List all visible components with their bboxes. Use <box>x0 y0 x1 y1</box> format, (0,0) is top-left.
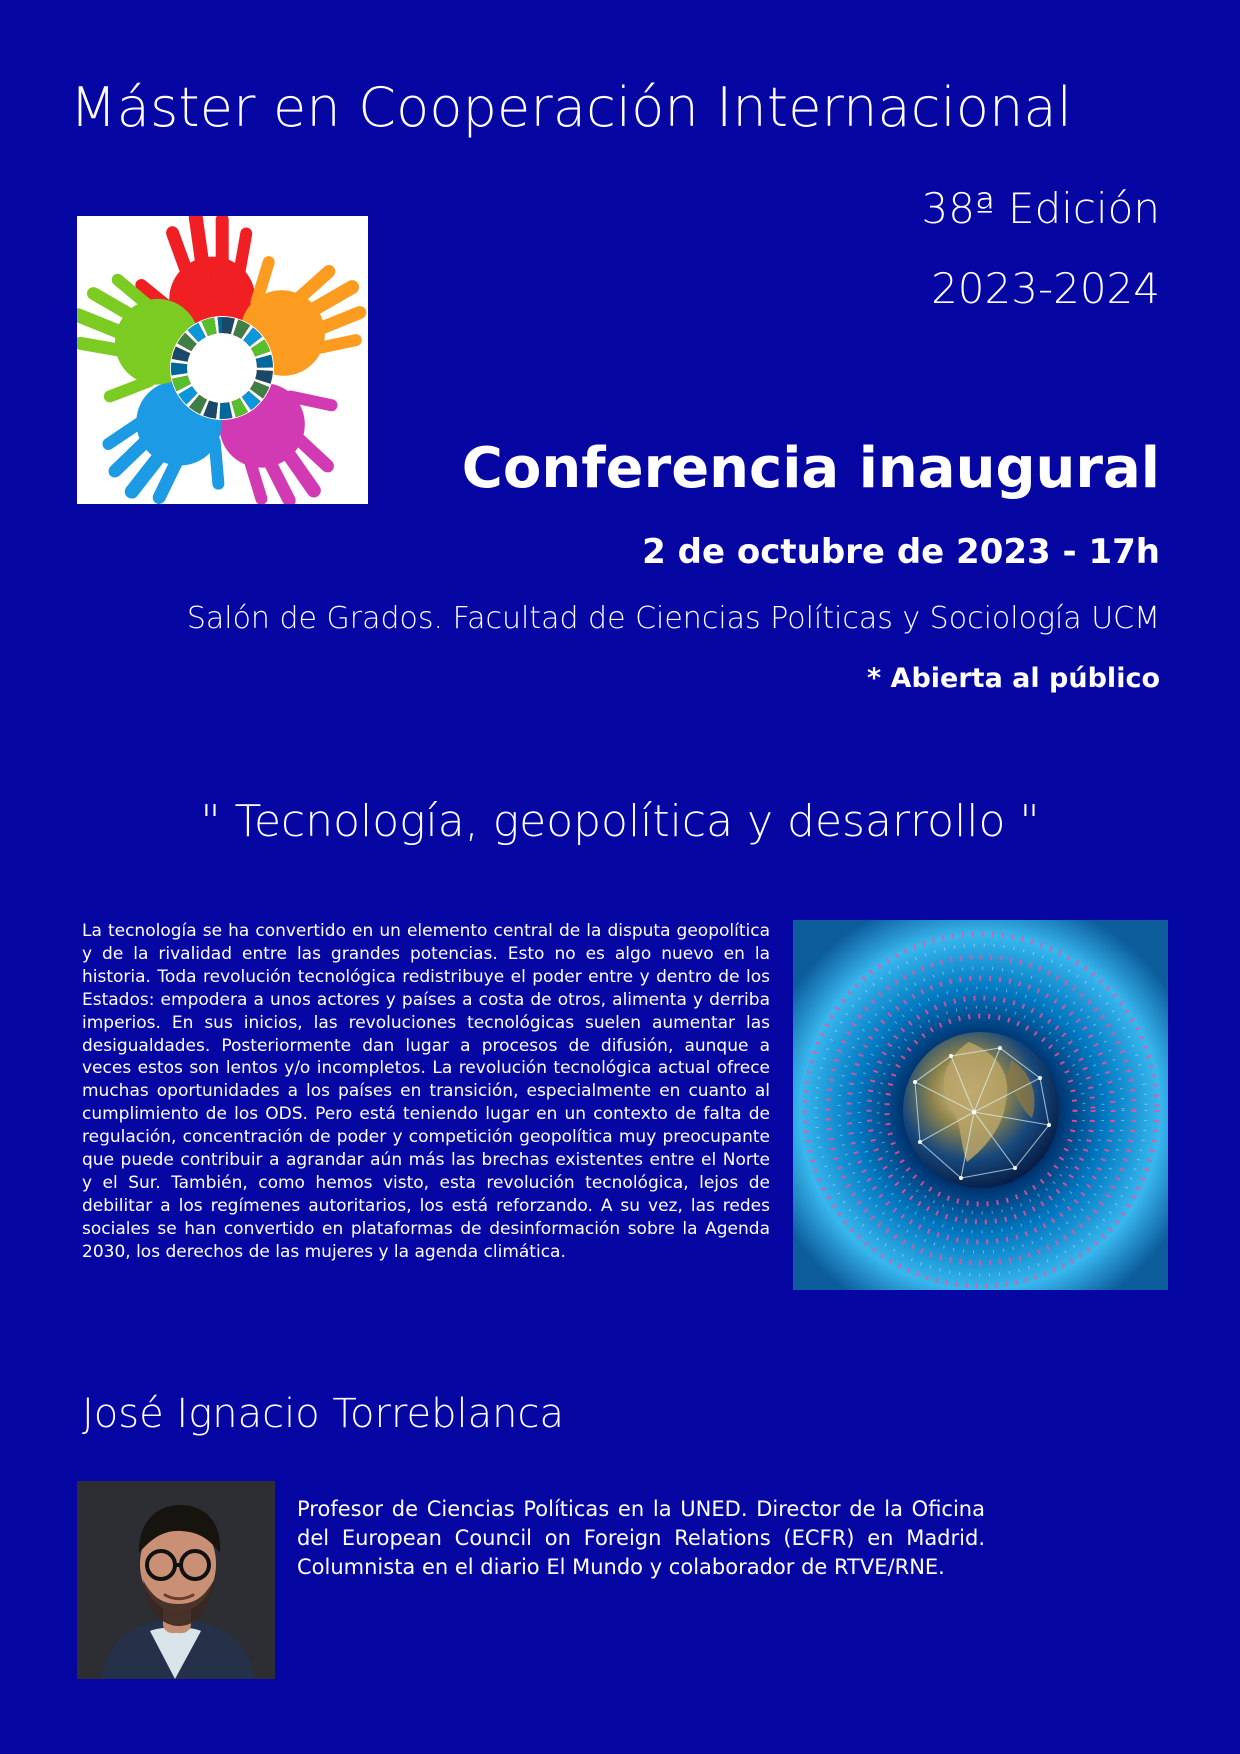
speaker-portrait <box>77 1481 275 1679</box>
speaker-bio: Profesor de Ciencias Políticas en la UNED. Director de la Oficina del European Council on Foreign Relations (ECFR) en Madrid. Columnista en el diario El Mundo y colaborador de RTVE/RNE. <box>297 1497 985 1579</box>
talk-abstract: La tecnología se ha convertido en un elemento central de la disputa geopolítica y de la rivalidad entre las grandes potencias. Esto no es algo nuevo en la historia. Toda revolución tecnológica redistribuye el poder entre y dentro de los Estados: empodera a unos actores y países a costa de otros, alimenta y derriba imperios. En sus inicios, las revoluciones tecnológicas suelen aumentar las desigualdades. Posteriormente dan lugar a procesos de difusión, aunque a veces estos son lentos y/o incompletos. La revolución tecnológica actual ofrece muchas oportunidades a los países en transición, especialmente en cuanto al cumplimiento de los ODS. Pero está teniendo lugar en un contexto de falta de regulación, concentración de poder y competición geopolítica muy preocupante que puede contribuir a agrandar aún más las brechas existentes entre el Norte y el Sur. También, como hemos visto, esta revolución tecnológica, lejos de debilitar a los regímenes autoritarios, los está reforzando. A su vez, las redes sociales se han convertido en plataformas de desinformación sobre la Agenda 2030, los derechos de las mujeres y la agenda climática. <box>82 921 770 1262</box>
event-date-time: 2 de octubre de 2023 - 17h <box>642 532 1160 572</box>
hands-logo-icon <box>77 216 368 504</box>
speaker-photo-icon <box>77 1481 275 1679</box>
colorful-hands-logo <box>77 216 368 504</box>
binary-earth-icon <box>793 920 1168 1290</box>
academic-years: 2023-2024 <box>931 264 1160 313</box>
conference-heading: Conferencia inaugural <box>461 436 1160 501</box>
digital-earth-tunnel-image <box>793 920 1168 1290</box>
program-title: Máster en Cooperación Internacional <box>70 76 1073 139</box>
event-venue: Salón de Grados. Facultad de Ciencias Políticas y Sociología UCM <box>186 601 1160 636</box>
speaker-name: José Ignacio Torreblanca <box>82 1391 564 1437</box>
edition-number: 38ª Edición <box>921 184 1160 233</box>
talk-title: " Tecnología, geopolítica y desarrollo " <box>200 796 1040 847</box>
public-access-note: * Abierta al público <box>867 663 1160 694</box>
